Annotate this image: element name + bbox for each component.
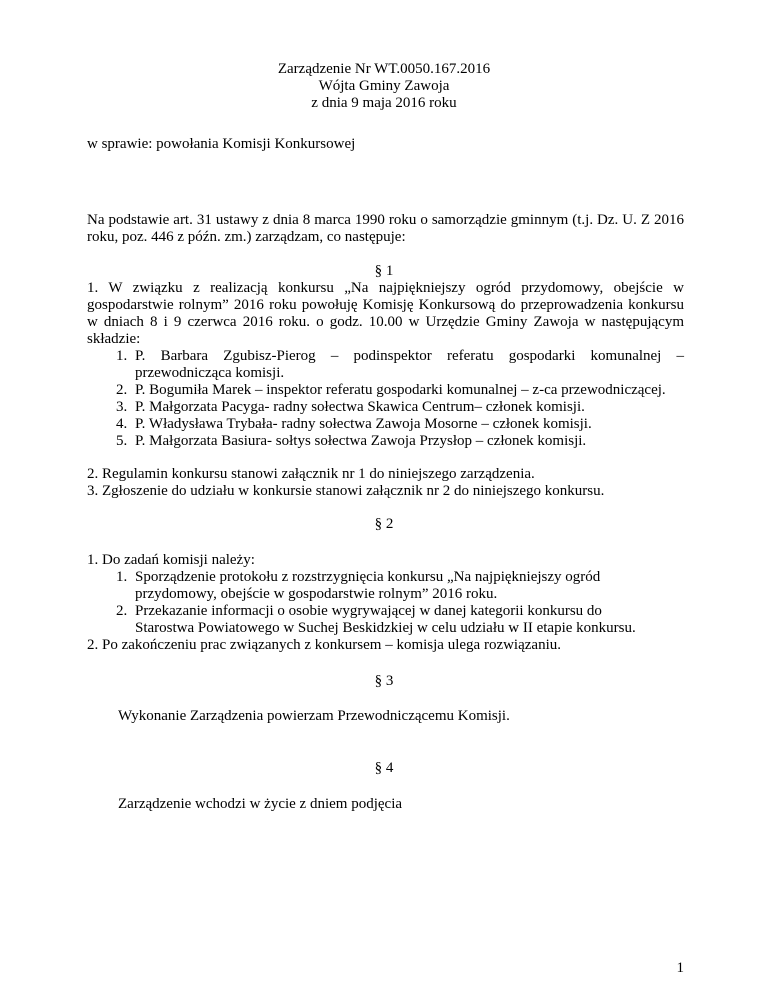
header-date: z dnia 9 maja 2016 roku (311, 95, 457, 111)
section-1-heading: § 1 (374, 263, 394, 279)
section-3-heading: § 3 (374, 673, 394, 689)
task-list (87, 569, 684, 637)
section-4-heading: § 4 (374, 760, 394, 776)
list-item: 4. P. Władysława Trybała- radny sołectwa Zawoja Mosorne – członek komisji. (116, 416, 592, 432)
preamble: Na podstawie art. 31 ustawy z dnia 8 marca 1990 roku o samorządzie gminnym (t.j. Dz. U. Z 2016 roku, poz. 446 z późn. zm.) zarządzam, co następuje: (87, 212, 684, 245)
list-item: 5. P. Małgorzata Basiura- sołtys sołectwa Zawoja Przysłop – członek komisji. (116, 433, 587, 449)
section-3-text: Wykonanie Zarządzenia powierzam Przewodniczącemu Komisji. (118, 708, 510, 724)
section-2-heading: § 2 (374, 516, 394, 532)
document-subject: w sprawie: powołania Komisji Konkursowej (87, 136, 356, 152)
section-1-intro: 1. W związku z realizacją konkursu „Na najpiękniejszy ogród przydomowy, obejście w gospodarstwie rolnym” 2016 roku powołuję Komisję Konkursową do przeprowadzenia konkursu w dniach 8 i 9 czerwca 2016 roku. o godz. 10.00 w Urzędzie Gminy Zawoja w następującym składzie: (87, 280, 684, 347)
section-1-point-3: 3. Zgłoszenie do udziału w konkursie stanowi załącznik nr 2 do niniejszego konkursu. (87, 483, 605, 499)
list-item: 1. P. Barbara Zgubisz-Pierog – podinspektor referatu gospodarki komunalnej – przewodnicząca komisji. (116, 348, 684, 381)
header-issuer: Wójta Gminy Zawoja (318, 78, 450, 94)
list-item: 2. Przekazanie informacji o osobie wygrywającej w danej kategorii konkursu do Starostwa Powiatowego w Suchej Beskidzkiej w celu udziału w II etapie konkursu. (116, 603, 636, 636)
list-item: 2. P. Bogumiła Marek – inspektor referatu gospodarki komunalnej – z-ca przewodniczącej. (116, 382, 666, 398)
list-item: 3. P. Małgorzata Pacyga- radny sołectwa Skawica Centrum– członek komisji. (116, 399, 585, 415)
document-header (0, 61, 768, 112)
page-number: 1 (676, 960, 684, 976)
member-list (87, 348, 684, 450)
section-2-point-2: 2. Po zakończeniu prac związanych z konkursem – komisja ulega rozwiązaniu. (87, 637, 561, 653)
header-title: Zarządzenie Nr WT.0050.167.2016 (277, 61, 491, 77)
section-4-text: Zarządzenie wchodzi w życie z dniem podjęcia (118, 796, 403, 812)
section-1-point-2: 2. Regulamin konkursu stanowi załącznik nr 1 do niniejszego zarządzenia. (87, 466, 535, 482)
section-2-intro: 1. Do zadań komisji należy: (87, 552, 255, 568)
list-item: 1. Sporządzenie protokołu z rozstrzygnięcia konkursu „Na najpiękniejszy ogród przydomowy, obejście w gospodarstwie rolnym” 2016 roku. (116, 569, 601, 602)
